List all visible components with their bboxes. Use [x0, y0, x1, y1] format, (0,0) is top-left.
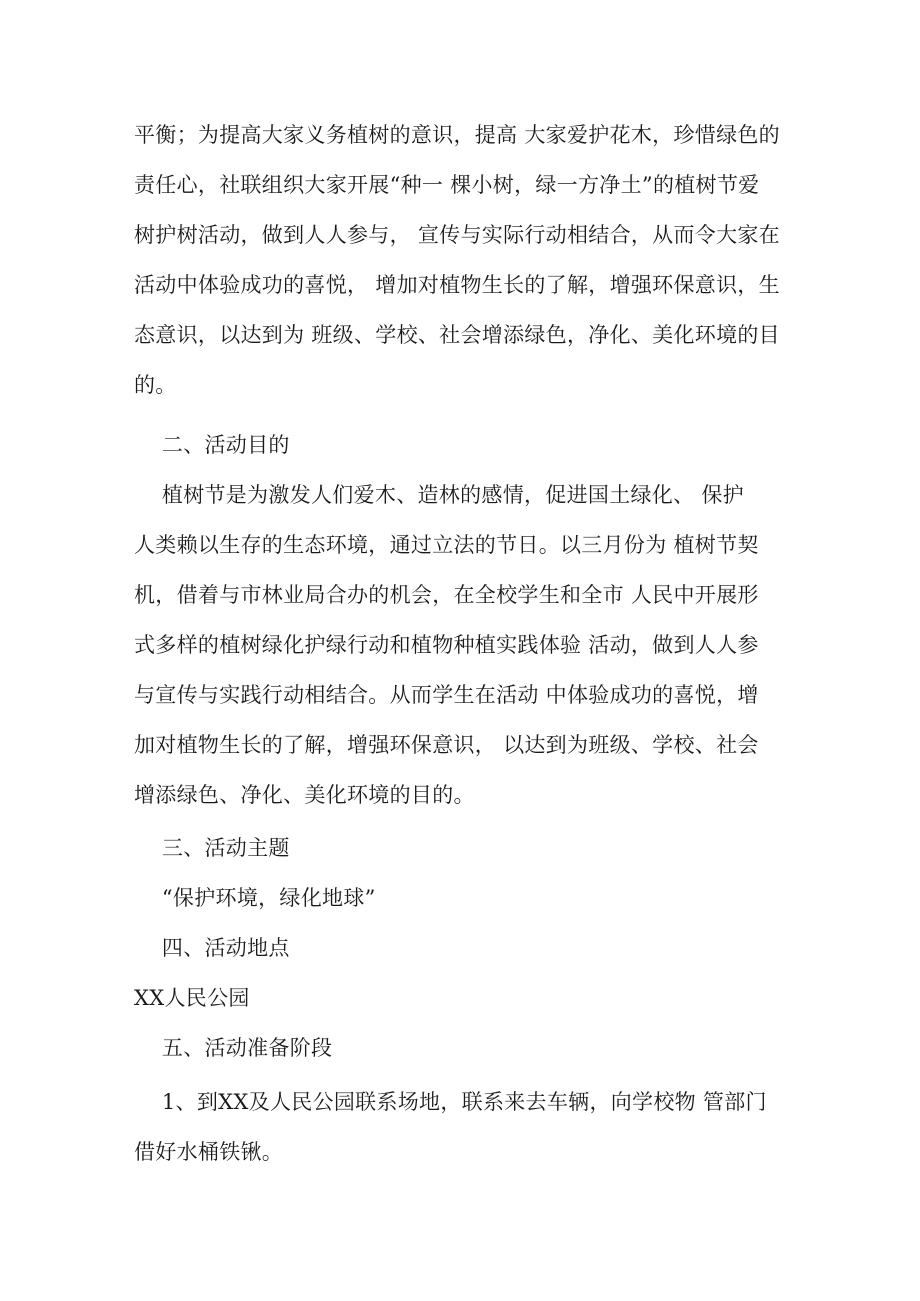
paragraph-line: 人类赖以生存的生态环境，通过立法的节日。以三月份为 植树节契	[134, 533, 759, 557]
theme-text: “保护环境，绿化地球”	[134, 886, 376, 910]
location-text: XX人民公园	[134, 986, 250, 1010]
paragraph-line: 增添绿色、净化、美化环境的目的。	[134, 783, 475, 807]
paragraph-line: 与宣传与实践行动相结合。从而学生在活动 中体验成功的喜悦，增	[134, 683, 759, 707]
section-heading: 二、活动目的	[134, 433, 290, 457]
paragraph-line: 机，借着与市林业局合办的机会，在全校学生和全市 人民中开展形	[134, 583, 759, 607]
section-heading: 五、活动准备阶段	[134, 1036, 333, 1060]
paragraph-line: 借好水桶铁锹。	[134, 1140, 284, 1164]
paragraph-line: 平衡；为提高大家义务植树的意识，提高 大家爱护花木，珍惜绿色的	[134, 123, 780, 147]
paragraph-line: 植树节是为激发人们爱木、造林的感情，促进国土绿化、 保护	[134, 483, 744, 507]
paragraph-line: 树护树活动，做到人人参与， 宣传与实际行动相结合，从而令大家在	[134, 223, 780, 247]
paragraph-line: 1、到XX及人民公园联系场地，联系来去车辆，向学校物 管部门	[134, 1090, 767, 1114]
paragraph-line: 责任心，社联组织大家开展“种一 棵小树，绿一方净土”的植树节爱	[134, 173, 760, 197]
section-heading: 四、活动地点	[134, 936, 290, 960]
paragraph-line: 态意识，以达到为 班级、学校、社会增添绿色，净化、美化环境的目	[134, 323, 780, 347]
paragraph-line: 加对植物生长的了解，增强环保意识， 以达到为班级、学校、社会	[134, 733, 759, 757]
paragraph-line: 式多样的植树绿化护绿行动和植物种植实践体验 活动，做到人人参	[134, 633, 759, 657]
paragraph-line: 活动中体验成功的喜悦， 增加对植物生长的了解，增强环保意识，生	[134, 273, 780, 297]
section-heading: 三、活动主题	[134, 836, 290, 860]
paragraph-line: 的。	[134, 373, 177, 397]
